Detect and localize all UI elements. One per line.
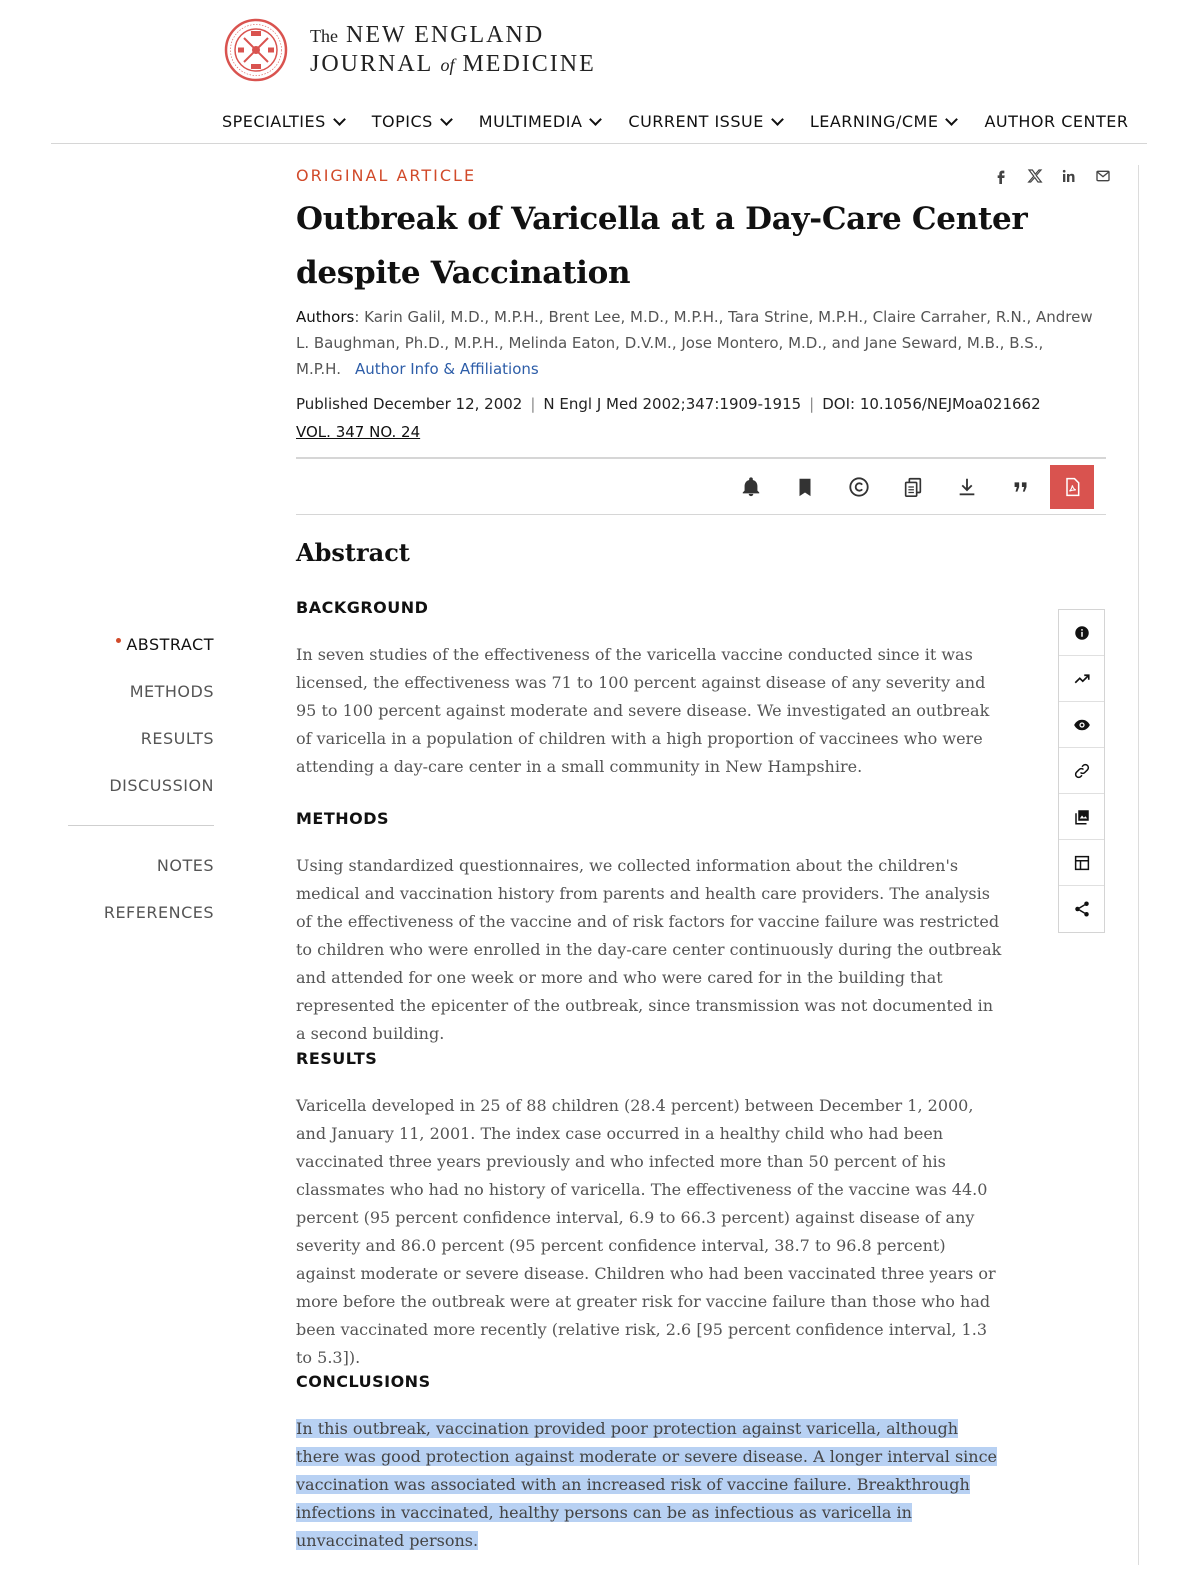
rail-tables[interactable] bbox=[1059, 840, 1104, 886]
authors-label: Authors bbox=[296, 308, 355, 326]
nejm-wordmark bbox=[310, 23, 596, 76]
share-icon bbox=[1073, 900, 1091, 918]
nav-label: MULTIMEDIA bbox=[478, 112, 583, 131]
share-facebook[interactable] bbox=[984, 166, 1018, 186]
background-heading: BACKGROUND bbox=[296, 598, 429, 617]
toc-label: ABSTRACT bbox=[126, 635, 214, 654]
permissions-button[interactable] bbox=[832, 465, 886, 509]
brand-medicine: MEDICINE bbox=[462, 50, 596, 77]
toc-abstract[interactable] bbox=[68, 633, 214, 680]
content-right-border bbox=[1138, 165, 1139, 1565]
rail-views[interactable] bbox=[1059, 702, 1104, 748]
toc-label: RESULTS bbox=[140, 729, 214, 748]
eye-icon bbox=[1073, 716, 1091, 734]
chevron-down-icon bbox=[771, 113, 784, 126]
toc-label: REFERENCES bbox=[103, 903, 214, 922]
quote-icon bbox=[1010, 476, 1032, 498]
separator: | bbox=[530, 395, 536, 413]
nav-current-issue[interactable] bbox=[628, 112, 781, 131]
header-divider bbox=[51, 143, 1147, 144]
nav-author-center[interactable] bbox=[984, 112, 1128, 131]
toc-discussion[interactable] bbox=[68, 774, 214, 821]
toc-divider bbox=[68, 825, 214, 826]
brand-of: of bbox=[440, 54, 455, 75]
nav-label: AUTHOR CENTER bbox=[984, 112, 1129, 131]
email-icon bbox=[1095, 168, 1111, 184]
brand-line1: NEW ENGLAND bbox=[345, 22, 545, 49]
nav-multimedia[interactable] bbox=[479, 112, 601, 131]
article-type-label: ORIGINAL ARTICLE bbox=[296, 166, 477, 185]
download-icon bbox=[956, 476, 978, 498]
brand-the: The bbox=[310, 26, 338, 47]
trending-icon bbox=[1073, 670, 1091, 688]
nejm-logo[interactable] bbox=[224, 18, 596, 82]
toc-references[interactable] bbox=[68, 901, 214, 948]
published-date: Published December 12, 2002 bbox=[296, 395, 523, 413]
authors-list: : Karin Galil, M.D., M.P.H., Brent Lee, M.D., M.P.H., Tara Strine, M.P.H., Claire Carraher, R.N., Andrew L. Baughman, Ph.D., M.P.H., Melinda Eaton, D.V.M., Jose Montero, M.D., and Jane Seward, M.B., B.S., M.P.H. bbox=[296, 308, 1093, 378]
toc-label: METHODS bbox=[129, 682, 214, 701]
nejm-seal-icon bbox=[224, 18, 288, 82]
rail-metrics[interactable] bbox=[1059, 656, 1104, 702]
nav-topics[interactable] bbox=[372, 112, 451, 131]
nav-label: SPECIALTIES bbox=[222, 112, 326, 131]
active-indicator bbox=[116, 638, 121, 643]
toolbar-bottom-divider bbox=[296, 514, 1106, 515]
share-x[interactable] bbox=[1018, 166, 1052, 186]
rail-info[interactable] bbox=[1059, 610, 1104, 656]
brand-journal: JOURNAL bbox=[310, 50, 433, 77]
nav-specialties[interactable] bbox=[222, 112, 344, 131]
results-text: Varicella developed in 25 of 88 children (28.4 percent) between December 1, 2000, and January 11, 2001. The index case occurred in a healthy child who had been vaccinated three years previously and who infected more than 50 percent of his classmates who had no history of varicella. The effectiveness of the vaccine was 44.0 percent (95 percent confidence interval, 6.9 to 66.3 percent) against disease of any severity and 86.0 percent (95 percent confidence interval, 38.7 to 96.8 percent) against moderate or severe disease. Children who had been vaccinated three years or more before the outbreak were at greater risk for vaccine failure than those who had been vaccinated more recently (relative risk, 2.6 [95 percent confidence interval, 1.3 to 5.3]). bbox=[296, 1096, 996, 1367]
separator: | bbox=[809, 395, 815, 413]
bell-icon bbox=[740, 476, 762, 498]
bookmark-button[interactable] bbox=[778, 465, 832, 509]
toc-notes[interactable] bbox=[68, 854, 214, 901]
conclusions-text bbox=[296, 1415, 1006, 1555]
citation: N Engl J Med 2002;347:1909-1915 bbox=[543, 395, 802, 413]
authors-block bbox=[296, 304, 1096, 382]
copy-button[interactable] bbox=[886, 465, 940, 509]
x-icon bbox=[1027, 168, 1043, 184]
rail-link[interactable] bbox=[1059, 748, 1104, 794]
table-of-contents bbox=[68, 633, 214, 948]
main-navigation bbox=[222, 112, 1128, 131]
download-button[interactable] bbox=[940, 465, 994, 509]
doi: DOI: 10.1056/NEJMoa021662 bbox=[822, 395, 1041, 413]
abstract-heading: Abstract bbox=[296, 538, 410, 567]
nav-label: CURRENT ISSUE bbox=[628, 112, 764, 131]
toc-label: NOTES bbox=[156, 856, 214, 875]
cite-button[interactable] bbox=[994, 465, 1048, 509]
volume-link[interactable]: VOL. 347 NO. 24 bbox=[296, 423, 421, 441]
alert-button[interactable] bbox=[724, 465, 778, 509]
share-linkedin[interactable] bbox=[1052, 166, 1086, 186]
methods-text: Using standardized questionnaires, we collected information about the children's medical and vaccination history from parents and health care providers. The analysis of the effectiveness of the vaccine and of risk factors for vaccine failure was restricted to children who were enrolled in the day-care center continuously during the outbreak and attended for one week or more and who were cared for in the building that represented the epicenter of the outbreak, since transmission was not documented in a second building. bbox=[296, 856, 1002, 1043]
rail-share[interactable] bbox=[1059, 886, 1104, 932]
background-text: In seven studies of the effectiveness of the varicella vaccine conducted since it was licensed, the effectiveness was 71 to 100 percent against disease of any severity and 95 to 100 percent against moderate and severe disease. We investigated an outbreak of varicella in a population of children with a high proportion of vaccinees who were attending a day-care center in a small community in New Hampshire. bbox=[296, 645, 990, 776]
info-icon bbox=[1073, 624, 1091, 642]
share-bar bbox=[984, 166, 1120, 186]
table-icon bbox=[1073, 854, 1091, 872]
nav-label: TOPICS bbox=[371, 112, 433, 131]
copyright-icon bbox=[848, 476, 870, 498]
share-email[interactable] bbox=[1086, 166, 1120, 186]
nav-label: LEARNING/CME bbox=[809, 112, 939, 131]
linkedin-icon bbox=[1061, 168, 1077, 184]
chevron-down-icon bbox=[440, 113, 453, 126]
image-icon bbox=[1073, 808, 1091, 826]
copy-icon bbox=[902, 476, 924, 498]
publication-info bbox=[296, 395, 1041, 413]
toc-methods[interactable] bbox=[68, 680, 214, 727]
chevron-down-icon bbox=[946, 113, 959, 126]
results-heading: RESULTS bbox=[296, 1049, 378, 1068]
author-affiliations-link[interactable]: Author Info & Affiliations bbox=[354, 360, 539, 378]
side-tools-rail bbox=[1058, 609, 1105, 933]
rail-figures[interactable] bbox=[1059, 794, 1104, 840]
conclusions-heading: CONCLUSIONS bbox=[296, 1372, 431, 1391]
methods-heading: METHODS bbox=[296, 809, 390, 828]
chevron-down-icon bbox=[333, 113, 346, 126]
pdf-icon bbox=[1062, 477, 1082, 497]
article-title: Outbreak of Varicella at a Day-Care Center despite Vaccination bbox=[296, 201, 1028, 291]
bookmark-icon bbox=[794, 476, 816, 498]
chevron-down-icon bbox=[590, 113, 603, 126]
pdf-button[interactable] bbox=[1050, 465, 1094, 509]
toolbar-top-divider bbox=[296, 457, 1106, 459]
toc-label: DISCUSSION bbox=[109, 776, 214, 795]
nav-learning-cme[interactable] bbox=[810, 112, 957, 131]
link-icon bbox=[1073, 762, 1091, 780]
facebook-icon bbox=[993, 168, 1009, 184]
toc-results[interactable] bbox=[68, 727, 214, 774]
article-toolbar bbox=[724, 465, 1094, 509]
selected-text: In this outbreak, vaccination provided poor protection against varicella, although there was good protection against moderate or severe disease. A longer interval since vaccination was associated with an increased risk of vaccine failure. Breakthrough infections in vaccinated, healthy persons can be as infectious as varicella in unvaccinated persons. bbox=[296, 1419, 998, 1550]
